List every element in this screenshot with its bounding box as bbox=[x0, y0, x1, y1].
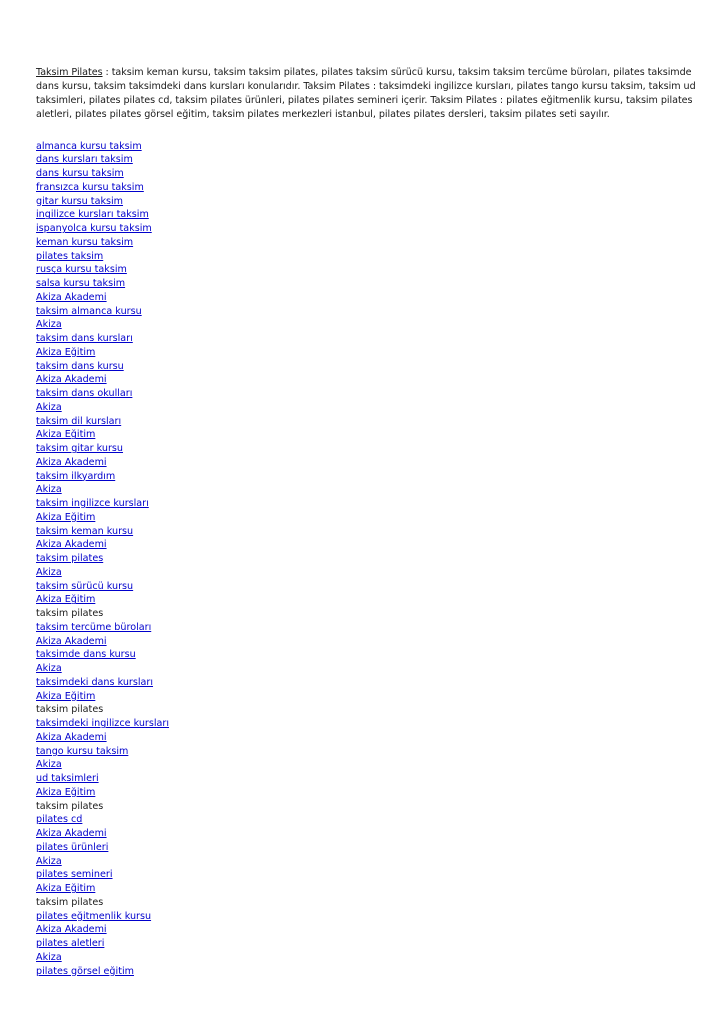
list-link[interactable]: Akiza Akademi bbox=[36, 456, 107, 468]
list-link[interactable]: Akiza bbox=[36, 484, 62, 496]
list-item bbox=[36, 236, 696, 250]
list-item bbox=[36, 882, 696, 896]
list-link[interactable]: pilates taksim bbox=[36, 250, 104, 262]
list-link[interactable]: pilates cd bbox=[36, 814, 83, 826]
list-item bbox=[36, 868, 696, 882]
list-item bbox=[36, 140, 696, 154]
list-item bbox=[36, 195, 696, 209]
intro-text: : taksim keman kursu, taksim taksim pilates, pilates taksim sürücü kursu, taksim taksim tercüme büroları, pilates taksimde dans kursu, taksim taksimdeki dans kursları konularıdır. Taksim Pilates : taksimdeki ingilizce kursları, pilates tango kursu taksim, taksim ud taksimleri, pilates pilates cd, taksim pilates ürünleri, pilates pilates semineri içerir. Taksim Pilates : pilates eğitmenlik kursu, taksim pilates aletleri, pilates pilates görsel eğitim, taksim pilates merkezleri istanbul, pilates pilates dersleri, taksim pilates seti sayılır. bbox=[36, 67, 696, 120]
list-item bbox=[36, 827, 696, 841]
list-item bbox=[36, 181, 696, 195]
intro-title-link[interactable]: Taksim Pilates bbox=[36, 67, 103, 78]
list-link[interactable]: taksim pilates bbox=[36, 553, 104, 565]
list-link[interactable]: Akiza bbox=[36, 759, 62, 771]
list-link[interactable]: Akiza Akademi bbox=[36, 731, 107, 743]
list-link[interactable]: Akiza Akademi bbox=[36, 291, 107, 303]
list-item bbox=[36, 263, 696, 277]
list-link[interactable]: Akiza bbox=[36, 663, 62, 675]
list-item bbox=[36, 965, 696, 979]
list-link[interactable]: rusça kursu taksim bbox=[36, 264, 127, 276]
list-link[interactable]: taksim ilkyardım bbox=[36, 470, 116, 482]
list-link[interactable]: Akiza bbox=[36, 951, 62, 963]
list-link[interactable]: pilates eğitmenlik kursu bbox=[36, 910, 152, 922]
list-link[interactable]: pilates aletleri bbox=[36, 938, 105, 950]
list-item bbox=[36, 305, 696, 319]
list-item bbox=[36, 717, 696, 731]
list-link[interactable]: ingilizce kursları taksim bbox=[36, 209, 149, 221]
list-link[interactable]: tango kursu taksim bbox=[36, 745, 129, 757]
list-text: taksim pilates bbox=[36, 704, 104, 716]
list-item bbox=[36, 167, 696, 181]
list-link[interactable]: Akiza Eğitim bbox=[36, 429, 96, 441]
list-item bbox=[36, 415, 696, 429]
list-item bbox=[36, 153, 696, 167]
list-item bbox=[36, 923, 696, 937]
list-item bbox=[36, 250, 696, 264]
list-item bbox=[36, 745, 696, 759]
list-item bbox=[36, 800, 696, 814]
list-link[interactable]: taksim keman kursu bbox=[36, 525, 134, 537]
list-item bbox=[36, 470, 696, 484]
list-item bbox=[36, 442, 696, 456]
list-link[interactable]: Akiza bbox=[36, 855, 62, 867]
list-item bbox=[36, 731, 696, 745]
list-link[interactable]: gitar kursu taksim bbox=[36, 195, 124, 207]
list-link[interactable]: fransızca kursu taksim bbox=[36, 181, 144, 193]
list-item bbox=[36, 387, 696, 401]
list-link[interactable]: ud taksimleri bbox=[36, 773, 99, 785]
list-link[interactable]: taksim dil kursları bbox=[36, 415, 122, 427]
list-item bbox=[36, 662, 696, 676]
list-item bbox=[36, 552, 696, 566]
list-item bbox=[36, 456, 696, 470]
list-text: taksim pilates bbox=[36, 608, 104, 620]
list-item bbox=[36, 332, 696, 346]
list-link[interactable]: taksim dans kursları bbox=[36, 333, 133, 345]
list-link[interactable]: taksimdeki dans kursları bbox=[36, 676, 154, 688]
list-link[interactable]: Akiza Akademi bbox=[36, 635, 107, 647]
list-item bbox=[36, 208, 696, 222]
list-item bbox=[36, 497, 696, 511]
list-item bbox=[36, 676, 696, 690]
list-link[interactable]: Akiza bbox=[36, 566, 62, 578]
list-item bbox=[36, 772, 696, 786]
list-item bbox=[36, 538, 696, 552]
list-link[interactable]: taksim ingilizce kursları bbox=[36, 498, 149, 510]
list-item bbox=[36, 786, 696, 800]
list-link[interactable]: dans kursu taksim bbox=[36, 168, 124, 180]
list-link[interactable]: taksim gitar kursu bbox=[36, 443, 124, 455]
list-item bbox=[36, 937, 696, 951]
list-item bbox=[36, 896, 696, 910]
list-link[interactable]: taksimdeki ingilizce kursları bbox=[36, 718, 170, 730]
list-link[interactable]: dans kursları taksim bbox=[36, 154, 133, 166]
list-item bbox=[36, 360, 696, 374]
list-link[interactable]: Akiza Eğitim bbox=[36, 883, 96, 895]
list-item bbox=[36, 401, 696, 415]
list-link[interactable]: Akiza bbox=[36, 401, 62, 413]
list-link[interactable]: taksim dans okulları bbox=[36, 388, 133, 400]
list-link[interactable]: pilates ürünleri bbox=[36, 841, 109, 853]
list-link[interactable]: Akiza Eğitim bbox=[36, 786, 96, 798]
list-item bbox=[36, 690, 696, 704]
list-item bbox=[36, 566, 696, 580]
list-item bbox=[36, 910, 696, 924]
list-item bbox=[36, 511, 696, 525]
intro-paragraph bbox=[36, 66, 696, 122]
list-link[interactable]: keman kursu taksim bbox=[36, 236, 134, 248]
document-page bbox=[36, 66, 696, 978]
list-link[interactable]: pilates görsel eğitim bbox=[36, 965, 134, 977]
list-item bbox=[36, 346, 696, 360]
list-item bbox=[36, 703, 696, 717]
link-list bbox=[36, 140, 696, 979]
list-item bbox=[36, 593, 696, 607]
list-item bbox=[36, 648, 696, 662]
list-item bbox=[36, 277, 696, 291]
list-item bbox=[36, 483, 696, 497]
list-text: taksim pilates bbox=[36, 800, 104, 812]
list-item bbox=[36, 951, 696, 965]
list-item bbox=[36, 758, 696, 772]
list-link[interactable]: taksim almanca kursu bbox=[36, 305, 142, 317]
list-link[interactable]: Akiza Eğitim bbox=[36, 690, 96, 702]
list-item bbox=[36, 813, 696, 827]
list-link[interactable]: Akiza Eğitim bbox=[36, 594, 96, 606]
list-link[interactable]: ispanyolca kursu taksim bbox=[36, 223, 152, 235]
list-item bbox=[36, 373, 696, 387]
list-link[interactable]: Akiza Akademi bbox=[36, 539, 107, 551]
list-link[interactable]: almanca kursu taksim bbox=[36, 140, 142, 152]
list-item bbox=[36, 621, 696, 635]
list-item bbox=[36, 291, 696, 305]
list-item bbox=[36, 855, 696, 869]
list-item bbox=[36, 607, 696, 621]
list-item bbox=[36, 580, 696, 594]
list-link[interactable]: taksim tercüme büroları bbox=[36, 621, 152, 633]
list-link[interactable]: Akiza Akademi bbox=[36, 924, 107, 936]
list-link[interactable]: taksimde dans kursu bbox=[36, 649, 136, 661]
list-link[interactable]: Akiza Eğitim bbox=[36, 511, 96, 523]
list-link[interactable]: taksim dans kursu bbox=[36, 360, 124, 372]
list-link[interactable]: pilates semineri bbox=[36, 869, 113, 881]
list-link[interactable]: Akiza Eğitim bbox=[36, 346, 96, 358]
list-link[interactable]: taksim sürücü kursu bbox=[36, 580, 134, 592]
list-text: taksim pilates bbox=[36, 896, 104, 908]
list-link[interactable]: salsa kursu taksim bbox=[36, 278, 126, 290]
list-link[interactable]: Akiza Akademi bbox=[36, 374, 107, 386]
list-link[interactable]: Akiza Akademi bbox=[36, 828, 107, 840]
list-link[interactable]: Akiza bbox=[36, 319, 62, 331]
list-item bbox=[36, 635, 696, 649]
list-item bbox=[36, 841, 696, 855]
list-item bbox=[36, 525, 696, 539]
list-item bbox=[36, 428, 696, 442]
list-item bbox=[36, 222, 696, 236]
list-item bbox=[36, 318, 696, 332]
